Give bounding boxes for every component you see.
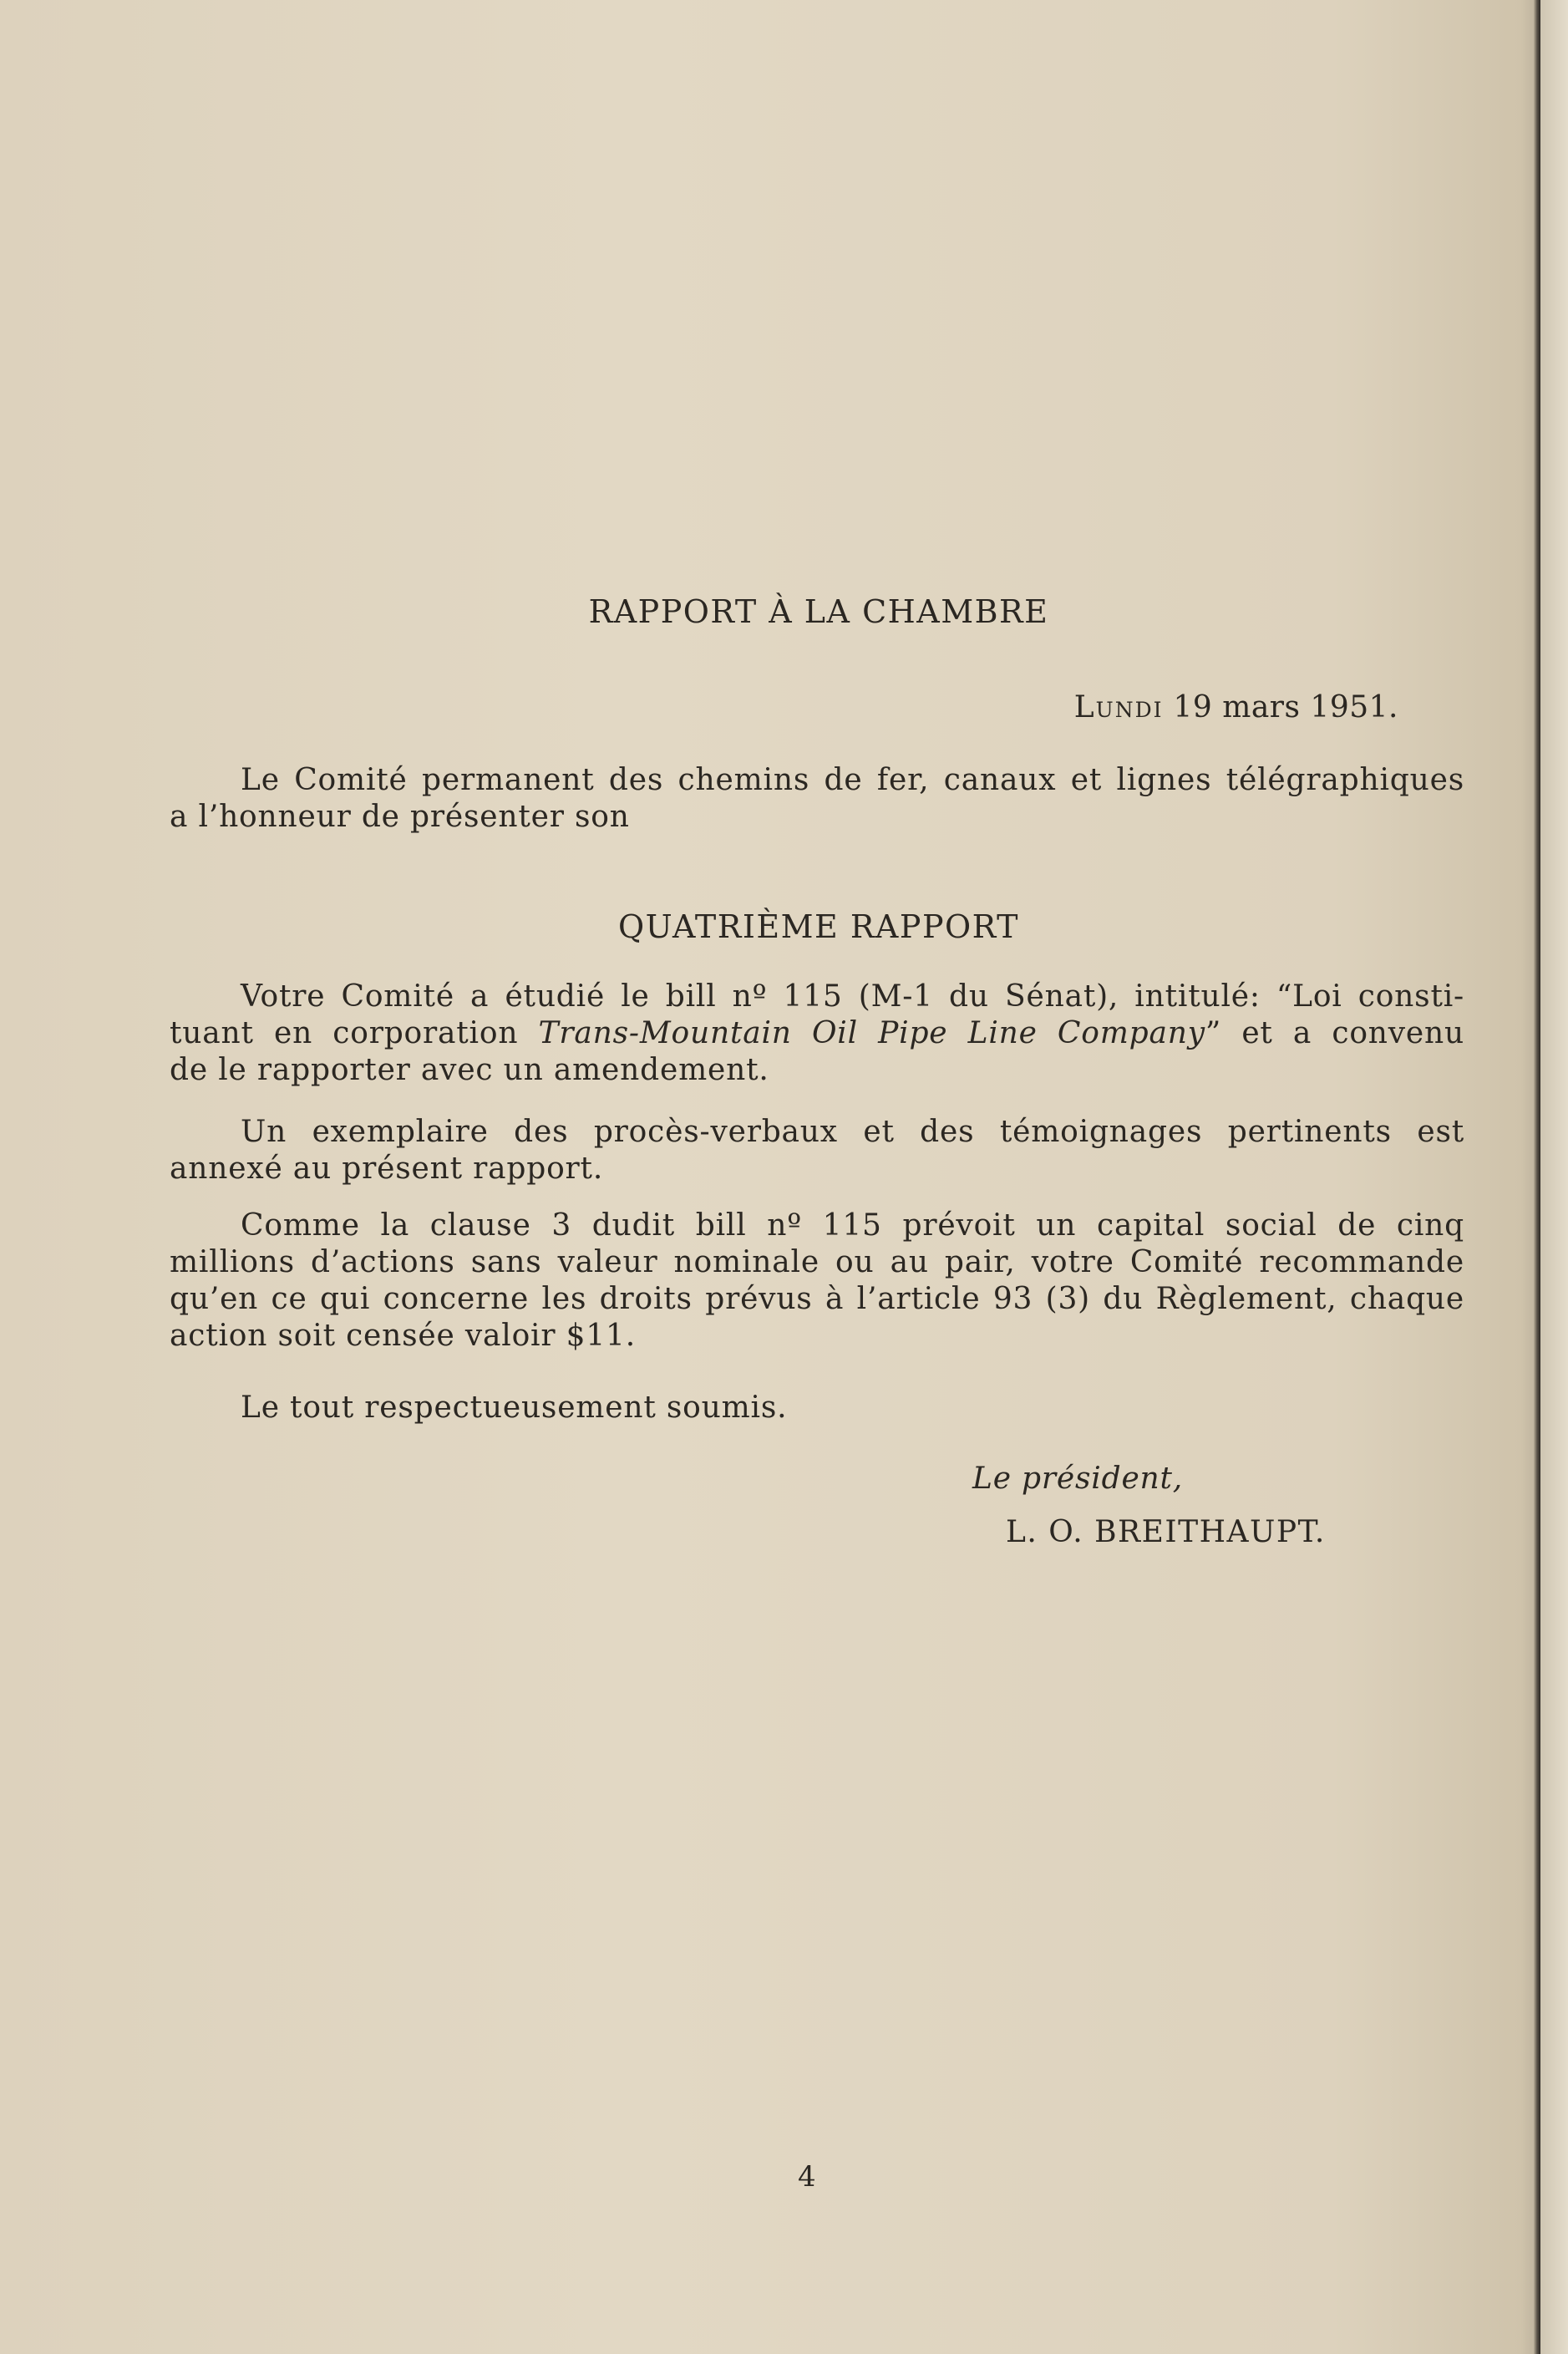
intro-line-1: Le Comité permanent des chemins de fer, canaux et lignes télégraphiques — [241, 763, 1464, 797]
page-number: 4 — [798, 2160, 816, 2194]
intro-paragraph — [170, 762, 1464, 836]
paragraph-annex — [170, 1114, 1464, 1187]
section-heading: QUATRIÈME RAPPORT — [618, 908, 1019, 945]
paragraph-capital — [170, 1208, 1464, 1355]
bill-line-2: tuant en corporation Trans-Mountain Oil Pipe Line Company” et a convenu — [170, 1016, 1464, 1050]
signature-name: L. O. BREITHAUPT. — [1006, 1515, 1326, 1549]
report-date — [1074, 690, 1398, 725]
annex-line-1: Un exemplaire des procès-verbaux et des témoignages pertinents est — [241, 1115, 1464, 1149]
signature-role: Le président, — [972, 1462, 1184, 1496]
facing-page-edge — [1540, 0, 1568, 2354]
closing-text: Le tout respectueusement soumis. — [241, 1391, 788, 1425]
capital-line-4: action soit censée valoir $11. — [170, 1319, 636, 1353]
capital-line-1: Comme la clause 3 dudit bill nº 115 prévoit un capital social de cinq — [241, 1208, 1464, 1243]
paragraph-bill — [170, 979, 1464, 1089]
capital-line-3: qu’en ce qui concerne les droits prévus à l’article 93 (3) du Règlement, chaque — [170, 1282, 1464, 1316]
date-day: Lundi — [1073, 690, 1164, 725]
date-rest: 19 mars 1951. — [1173, 690, 1398, 725]
bill-line-1: Votre Comité a étudié le bill nº 115 (M-1 du Sénat), intitulé: “Loi consti- — [241, 979, 1464, 1014]
intro-line-2: a l’honneur de présenter son — [170, 800, 630, 834]
report-heading: RAPPORT À LA CHAMBRE — [588, 593, 1049, 630]
closing-line — [170, 1390, 1464, 1426]
company-name: Trans-Mountain Oil Pipe Line Company — [538, 1016, 1205, 1050]
capital-line-2: millions d’actions sans valeur nominale ou au pair, votre Comité recommande — [170, 1245, 1464, 1279]
bill-line-3: de le rapporter avec un amendement. — [170, 1053, 769, 1087]
book-spine-shadow — [1534, 0, 1540, 2354]
annex-line-2: annexé au présent rapport. — [170, 1152, 604, 1186]
